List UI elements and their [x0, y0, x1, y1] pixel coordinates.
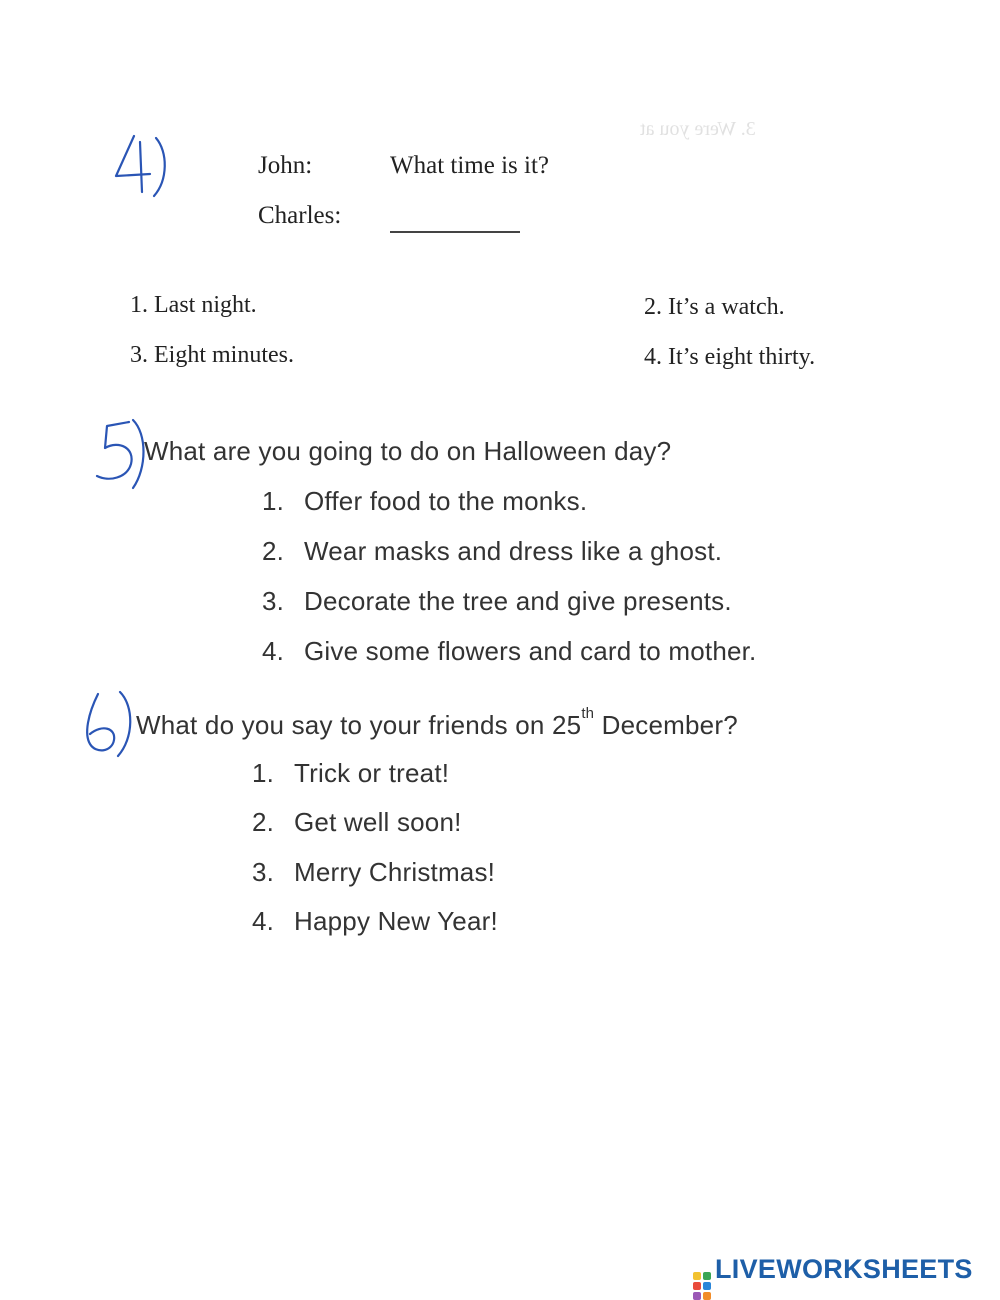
q6-option-2[interactable]: Get well soon!: [294, 807, 462, 837]
q4-option-1[interactable]: 1. Last night.: [130, 292, 257, 318]
q6-option-3-num: 3.: [252, 857, 275, 887]
q6-option-2-num: 2.: [252, 807, 275, 837]
q5-option-4[interactable]: Give some flowers and card to mother.: [304, 636, 757, 666]
answer-blank[interactable]: [390, 229, 520, 233]
q5-option-3-num: 3.: [262, 586, 285, 616]
q6-option-1[interactable]: Trick or treat!: [294, 758, 450, 788]
q4-option-2[interactable]: 2. It’s a watch.: [644, 294, 785, 320]
q6-question-end: December?: [594, 710, 738, 740]
q5-option-2[interactable]: Wear masks and dress like a ghost.: [304, 536, 723, 566]
q6-question: [136, 705, 738, 741]
q5-option-3[interactable]: Decorate the tree and give presents.: [304, 586, 732, 616]
speaker-john: John:: [258, 152, 313, 179]
logo-grid-icon: [693, 1272, 711, 1300]
q4-option-3[interactable]: 3. Eight minutes.: [130, 342, 294, 368]
liveworksheets-logo[interactable]: [693, 1254, 973, 1300]
q5-question: What are you going to do on Halloween day?: [144, 436, 672, 466]
q6-question-text: What do you say to your friends on 25: [136, 710, 582, 740]
handwritten-number-4: [110, 132, 170, 202]
scan-bleed-text: 3. Were you at: [640, 118, 756, 140]
q6-option-4[interactable]: Happy New Year!: [294, 906, 498, 936]
q6-option-3[interactable]: Merry Christmas!: [294, 857, 496, 887]
handwritten-number-5: [95, 418, 150, 493]
handwritten-number-6: [82, 690, 142, 760]
q5-option-2-num: 2.: [262, 536, 285, 566]
q6-option-1-num: 1.: [252, 758, 275, 788]
q6-option-4-num: 4.: [252, 906, 275, 936]
speaker-charles: Charles:: [258, 202, 342, 229]
logo-text: LIVEWORKSHEETS: [715, 1254, 973, 1284]
q5-option-1[interactable]: Offer food to the monks.: [304, 486, 588, 516]
q6-question-ordinal: th: [581, 705, 595, 723]
q5-option-1-num: 1.: [262, 486, 285, 516]
q4-option-4[interactable]: 4. It’s eight thirty.: [644, 344, 816, 370]
john-line: What time is it?: [390, 152, 549, 179]
q5-option-4-num: 4.: [262, 636, 285, 666]
